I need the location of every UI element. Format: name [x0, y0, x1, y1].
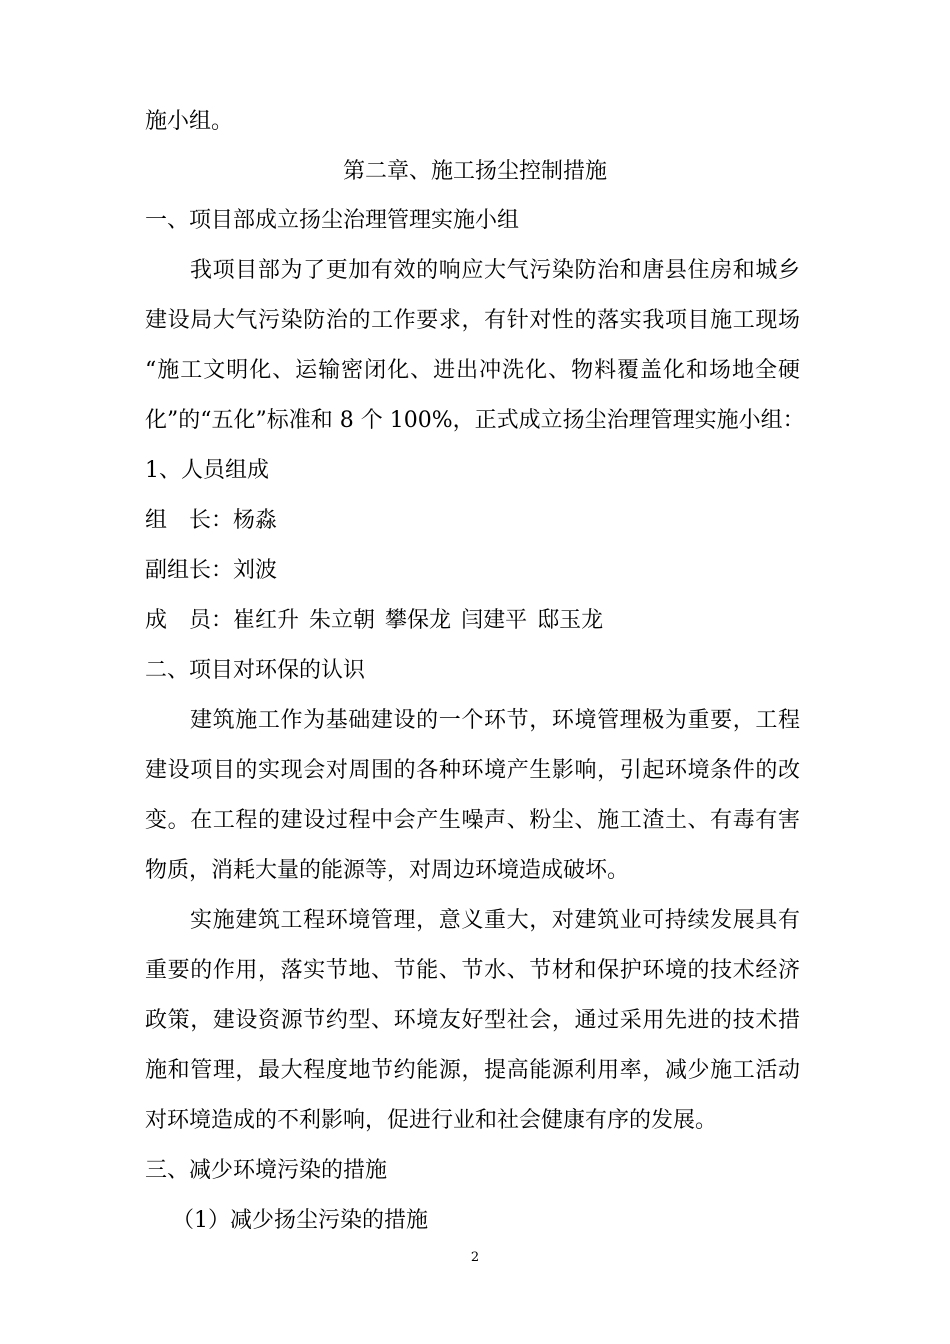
deputy-line: 副组长：刘波: [145, 558, 278, 583]
section-heading: 一、项目部成立扬尘治理管理实施小组: [145, 208, 520, 233]
members-label: 成 员：: [145, 608, 234, 633]
subheading: 1、人员组成: [145, 458, 269, 483]
paragraph-line: 建设局大气污染防治的工作要求，有针对性的落实我项目施工现场: [145, 308, 800, 333]
paragraph-line: 施和管理，最大程度地节约能源，提高能源利用率，减少施工活动: [145, 1058, 800, 1083]
paragraph-line: 对环境造成的不利影响，促进行业和社会健康有序的发展。: [145, 1108, 718, 1133]
section-heading: 二、项目对环保的认识: [145, 658, 366, 683]
paragraph-line: “施工文明化、运输密闭化、进出冲洗化、物料覆盖化和场地全硬: [145, 358, 800, 383]
leader-line: 组 长：杨淼: [145, 508, 278, 533]
paragraph-line: 实施建筑工程环境管理，意义重大，对建筑业可持续发展具有: [190, 908, 800, 933]
member-name: 攀保龙: [385, 608, 452, 633]
member-name: 朱立朝: [309, 608, 376, 633]
page-number: 2: [470, 1250, 480, 1265]
members-line: [145, 606, 613, 636]
paragraph-line: 物质，消耗大量的能源等，对周边环境造成破坏。: [145, 858, 630, 883]
member-name: 闫建平: [461, 608, 528, 633]
paragraph-line: 建筑施工作为基础建设的一个环节，环境管理极为重要，工程: [190, 708, 800, 733]
paragraph-line: 我项目部为了更加有效的响应大气污染防治和唐县住房和城乡: [190, 258, 800, 283]
paragraph-line: 变。在工程的建设过程中会产生噪声、粉尘、施工渣土、有毒有害: [145, 808, 800, 833]
chapter-title: 第二章、施工扬尘控制措施: [342, 159, 607, 184]
paragraph-line: 化”的“五化”标准和 8 个 100%，正式成立扬尘治理管理实施小组：: [145, 408, 805, 433]
paragraph-line: 重要的作用，落实节地、节能、节水、节材和保护环境的技术经济: [145, 958, 800, 983]
member-name: 崔红升: [233, 608, 300, 633]
paragraph-line: 建设项目的实现会对周围的各种环境产生影响，引起环境条件的改: [145, 758, 800, 783]
member-name: 邸玉龙: [537, 608, 604, 633]
paragraph-line: 政策，建设资源节约型、环境友好型社会，通过采用先进的技术措: [145, 1008, 800, 1033]
section-heading: 三、减少环境污染的措施: [145, 1158, 388, 1183]
text-line: 施小组。: [145, 109, 234, 134]
subheading: （1）减少扬尘污染的措施: [172, 1208, 428, 1233]
